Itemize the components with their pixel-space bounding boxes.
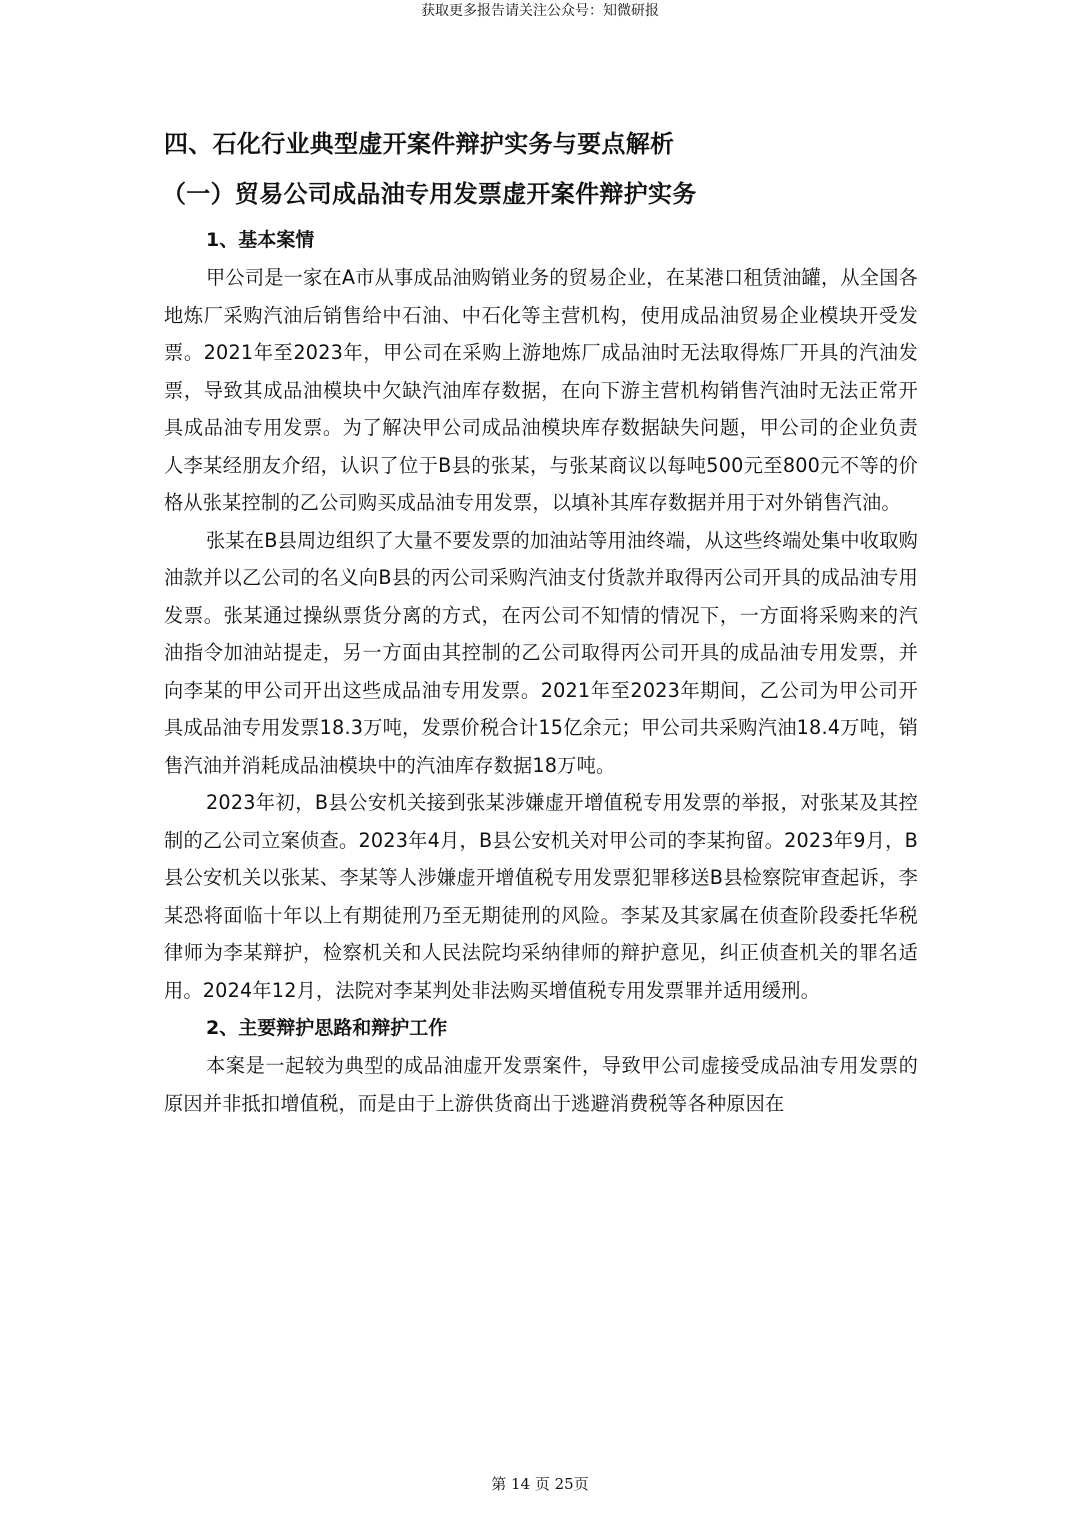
header-banner: 获取更多报告请关注公众号：知微研报	[421, 3, 659, 19]
paragraph: 2023年初，B县公安机关接到张某涉嫌虚开增值税专用发票的举报，对张某及其控制的乙公司立案侦查。2023年4月，B县公安机关对甲公司的李某拘留。2023年9月，B县公安机关以张某、李某等人涉嫌虚开增值税专用发票犯罪移送B县检察院审查起诉，李某恐将面临十年以上有期徒刑乃至无期徒刑的风险。李某及其家属在侦查阶段委托华税律师为李某辩护，检察机关和人民法院均采纳律师的辩护意见，纠正侦查机关的罪名适用。2024年12月，法院对李某判处非法购买增值税专用发票罪并适用缓刑。	[164, 791, 918, 1002]
document-body	[164, 128, 918, 1122]
item-heading-basic-facts: 1、基本案情	[206, 229, 315, 251]
subsection-title: （一）贸易公司成品油专用发票虚开案件辩护实务	[162, 180, 697, 208]
paragraph: 甲公司是一家在A市从事成品油购销业务的贸易企业，在某港口租赁油罐，从全国各地炼厂采购汽油后销售给中石油、中石化等主营机构，使用成品油贸易企业模块开受发票。2021年至2023年，甲公司在采购上游地炼厂成品油时无法取得炼厂开具的汽油发票，导致其成品油模块中欠缺汽油库存数据，在向下游主营机构销售汽油时无法正常开具成品油专用发票。为了解决甲公司成品油模块库存数据缺失问题，甲公司的企业负责人李某经朋友介绍，认识了位于B县的张某，与张某商议以每吨500元至800元不等的价格从张某控制的乙公司购买成品油专用发票，以填补其库存数据并用于对外销售汽油。	[164, 266, 918, 514]
section-title: 四、石化行业典型虚开案件辩护实务与要点解析	[164, 130, 675, 158]
page-number: 第 14 页 25页	[491, 1475, 589, 1493]
item-heading-defense-approach: 2、主要辩护思路和辩护工作	[206, 1017, 448, 1039]
paragraph: 本案是一起较为典型的成品油虚开发票案件，导致甲公司虚接受成品油专用发票的原因并非抵扣增值税，而是由于上游供货商出于逃避消费税等各种原因在	[164, 1054, 918, 1115]
paragraph: 张某在B县周边组织了大量不要发票的加油站等用油终端，从这些终端处集中收取购油款并以乙公司的名义向B县的丙公司采购汽油支付货款并取得丙公司开具的成品油专用发票。张某通过操纵票货分离的方式，在丙公司不知情的情况下，一方面将采购来的汽油指令加油站提走，另一方面由其控制的乙公司取得丙公司开具的成品油专用发票，并向李某的甲公司开出这些成品油专用发票。2021年至2023年期间，乙公司为甲公司开具成品油专用发票18.3万吨，发票价税合计15亿余元；甲公司共采购汽油18.4万吨，销售汽油并消耗成品油模块中的汽油库存数据18万吨。	[164, 528, 918, 777]
